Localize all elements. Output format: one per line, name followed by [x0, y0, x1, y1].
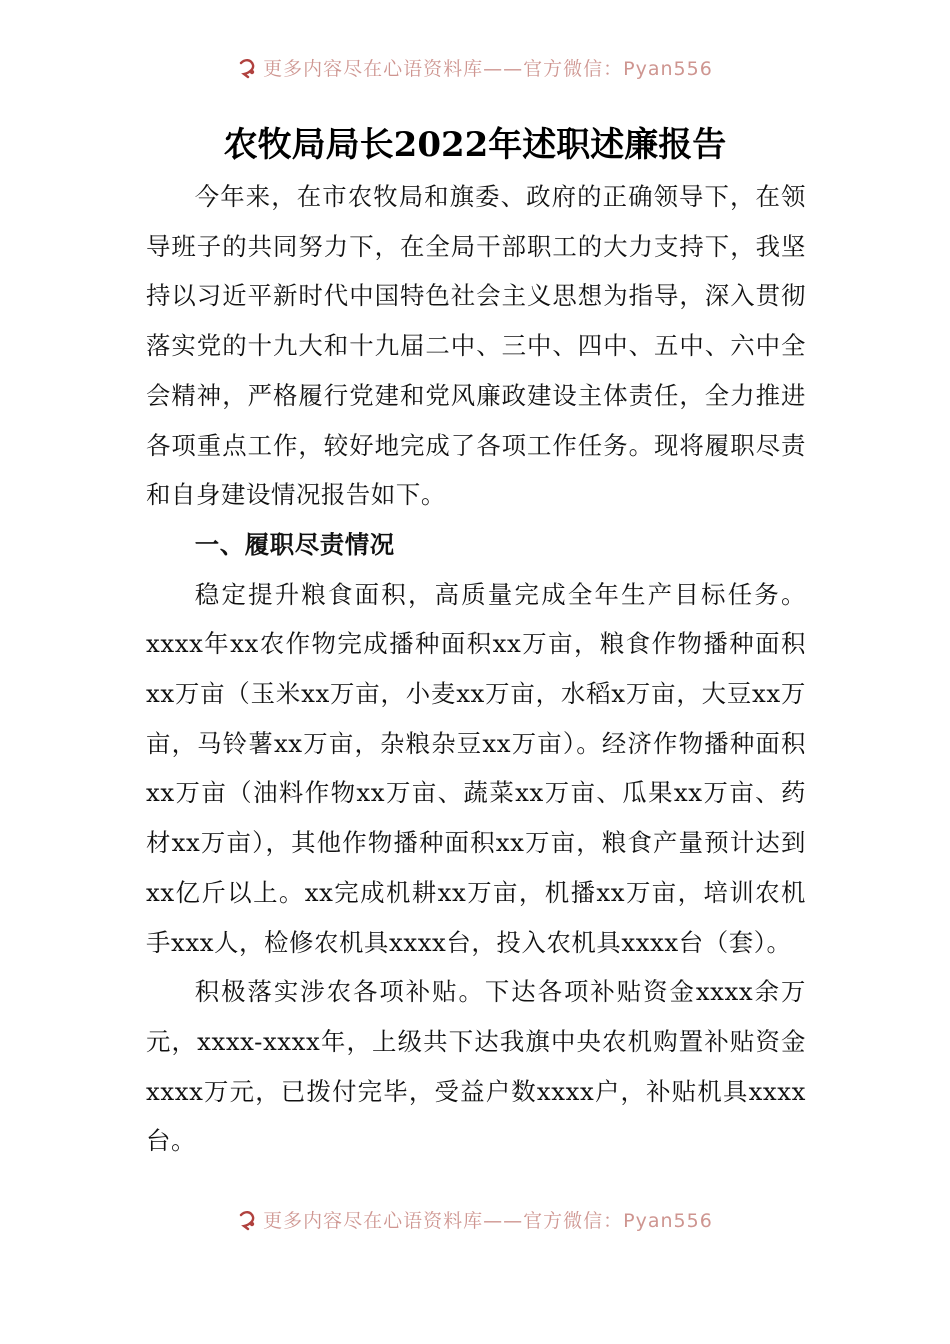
document-body	[146, 172, 806, 1166]
watermark-header	[0, 56, 950, 82]
body-paragraph: 稳定提升粮食面积，高质量完成全年生产目标任务。xxxx年xx农作物完成播种面积xx万亩，粮食作物播种面积xx万亩（玉米xx万亩，小麦xx万亩，水稻x万亩，大豆xx万亩，马铃薯xx万亩，杂粮杂豆xx万亩）。经济作物播种面积xx万亩（油料作物xx万亩、蔬菜xx万亩、瓜果xx万亩、药材xx万亩），其他作物播种面积xx万亩，粮食产量预计达到xx亿斤以上。xx完成机耕xx万亩，机播xx万亩，培训农机手xxx人，检修农机具xxxx台，投入农机具xxxx台（套）。	[146, 579, 806, 957]
watermark-footer	[0, 1208, 950, 1234]
logo-icon	[237, 57, 259, 79]
document-title: 农牧局局长2022年述职述廉报告	[223, 125, 727, 165]
logo-icon	[237, 1209, 259, 1231]
watermark-text: 更多内容尽在心语资料库——官方微信：Pyan556	[263, 1210, 713, 1232]
section-heading: 一、履职尽责情况	[194, 529, 395, 559]
watermark-text: 更多内容尽在心语资料库——官方微信：Pyan556	[263, 58, 713, 80]
body-paragraph: 积极落实涉农各项补贴。下达各项补贴资金xxxx余万元，xxxx-xxxx年，上级共下达我旗中央农机购置补贴资金xxxx万元，已拨付完毕，受益户数xxxx户，补贴机具xxxx台。	[146, 977, 806, 1156]
intro-paragraph: 今年来，在市农牧局和旗委、政府的正确领导下，在领导班子的共同努力下，在全局干部职工的大力支持下，我坚持以习近平新时代中国特色社会主义思想为指导，深入贯彻落实党的十九大和十九届二中、三中、四中、五中、六中全会精神，严格履行党建和党风廉政建设主体责任，全力推进各项重点工作，较好地完成了各项工作任务。现将履职尽责和自身建设情况报告如下。	[146, 182, 806, 510]
